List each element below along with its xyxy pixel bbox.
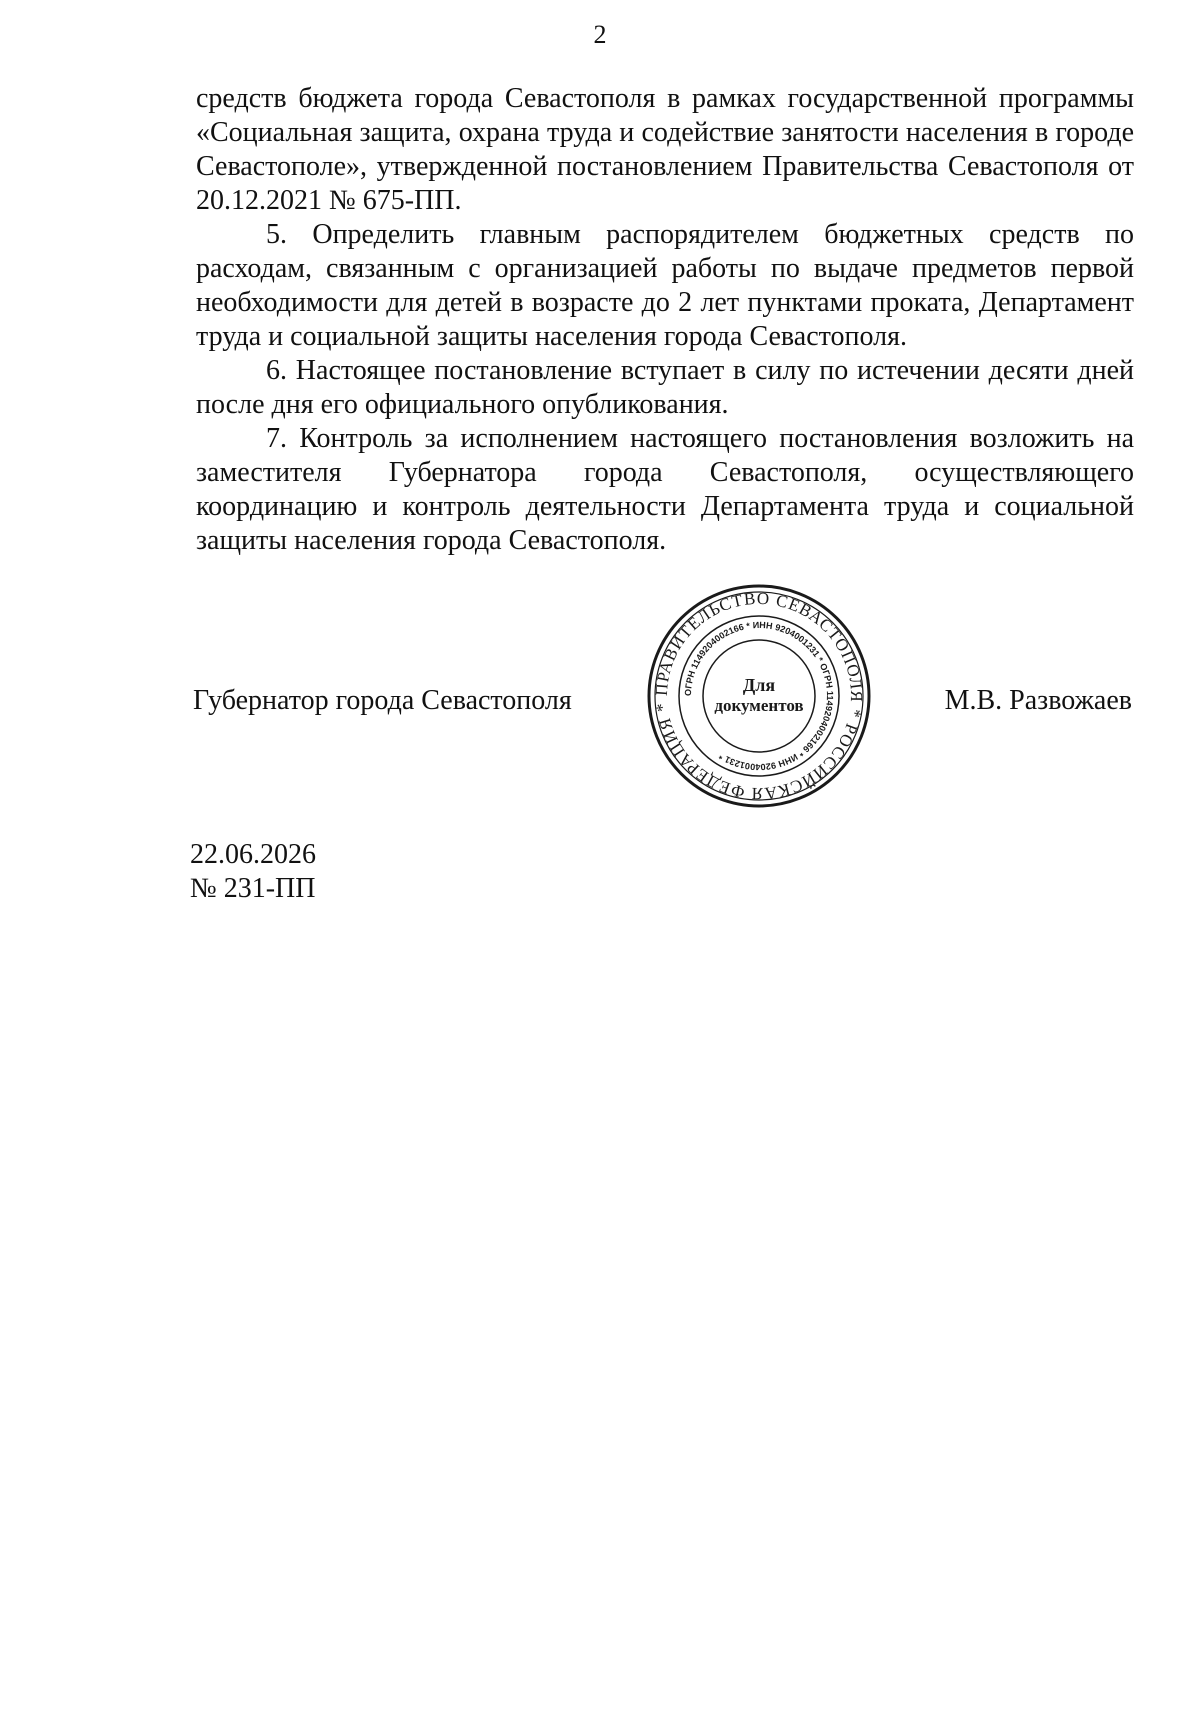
document-body — [196, 82, 1134, 558]
paragraph-5: 5. Определить главным распорядителем бюджетных средств по расходам, связанным с организацией работы по выдаче предметов первой необходимости для детей в возрасте до 2 лет пунктами проката, Департамент труда и социальной защиты населения города Севастополя. — [196, 219, 1134, 352]
paragraph-6: 6. Настоящее постановление вступает в силу по истечении десяти дней после дня его официального опубликования. — [196, 355, 1134, 420]
page-number: 2 — [593, 20, 607, 49]
paragraph-continuation: средств бюджета города Севастополя в рамках государственной программы «Социальная защита, охрана труда и содействие занятости населения в городе Севастополе», утвержденной постановлением Правительства Севастополя от 20.12.2021 № 675-ПП. — [196, 83, 1134, 216]
document-date: 22.06.2026 — [190, 839, 316, 870]
seal-center-line2: документов — [714, 696, 804, 715]
seal-outer-ring-text: ПРАВИТЕЛЬСТВО СЕВАСТОПОЛЯ * РОССИЙСКАЯ ФЕДЕРАЦИЯ * — [651, 588, 867, 804]
seal-inner-ring-text: ОГРН 1149204002166 * ИНН 9204001231 * ОГРН 1149204002166 * ИНН 9204001231 * — [682, 619, 836, 773]
signatory-name: М.В. Развожаев — [944, 685, 1132, 716]
official-seal — [646, 583, 872, 809]
seal-center-line1: Для — [742, 675, 776, 695]
paragraph-7: 7. Контроль за исполнением настоящего постановления возложить на заместителя Губернатора города Севастополя, осуществляющего координацию и контроль деятельности Департамента труда и социальной защиты населения города Севастополя. — [196, 423, 1134, 556]
document-number: № 231-ПП — [190, 873, 316, 904]
signatory-title: Губернатор города Севастополя — [193, 685, 572, 716]
